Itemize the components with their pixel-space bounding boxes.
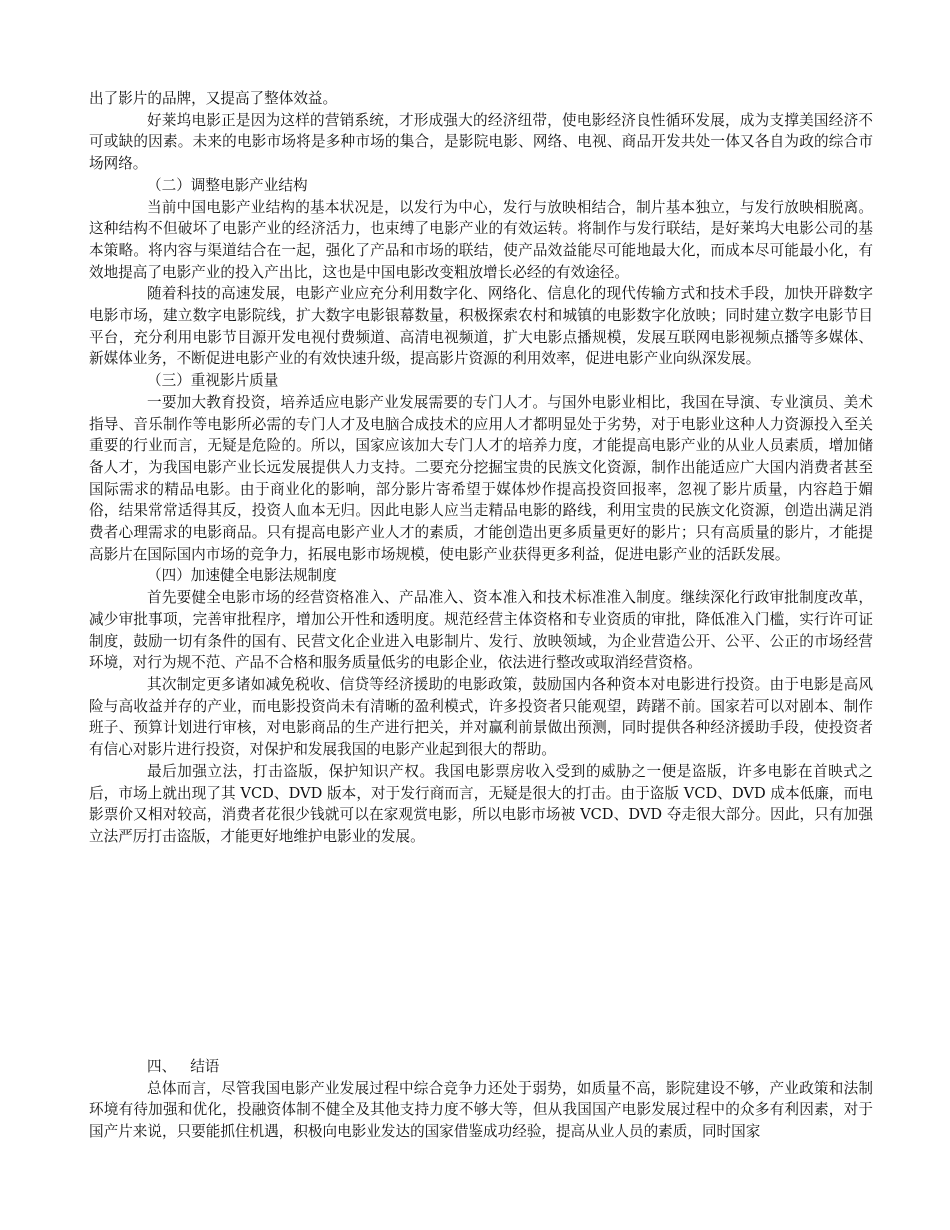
paragraph-hollywood-marketing: 好莱坞电影正是因为这样的营销系统，才形成强大的经济纽带，使电影经济良性循环发展，成为支撑美国经济不可或缺的因素。未来的电影市场将是多种市场的集合，是影院电影、网络、电视、商品开发共处一体又各自为政的综合市场网络。 — [89, 111, 873, 173]
paragraph-economic-support: 其次制定更多诸如减免税收、信贷等经济援助的电影政策，鼓励国内各种资本对电影进行投资。由于电影是高风险与高收益并存的产业，而电影投资尚未有清晰的盈利模式，许多投资者只能观望，踌躇不前。国家若可以对剧本、制作班子、预算计划进行审核，对电影商品的生产进行把关，并对赢利前景做出预测，同时提供各种经济援助手段，使投资者有信心对影片进行投资，对保护和发展我国的电影产业起到很大的帮助。 — [89, 675, 873, 759]
heading-adjust-industry-structure: （二）调整电影产业结构 — [147, 176, 308, 194]
section-title: 结语 — [190, 1058, 220, 1075]
paragraph-market-access: 首先要健全电影市场的经营资格准入、产品准入、资本准入和技术标准准入制度。继续深化行政审批制度改革，减少审批事项，完善审批程序，增加公开性和透明度。规范经营主体资格和专业资质的审批，降低准入门槛，实行许可证制度，鼓励一切有条件的国有、民营文化企业进入电影制片、发行、放映领域，为企业营造公开、公平、公正的市场经营环境，对行为规不范、产品不合格和服务质量低劣的电影企业，依法进行整改或取消经营资格。 — [89, 589, 873, 672]
paragraph-film-quality: 一要加大教育投资，培养适应电影产业发展需要的专门人才。与国外电影业相比，我国在导演、专业演员、美术指导、音乐制作等电影所必需的专门人才及电脑合成技术的应用人才都明显处于劣势，对于电影业这种人力资源投入至关重要的行业而言，无疑是危险的。所以，国家应该加大专门人才的培养力度，才能提高电影产业的从业人员素质，增加储备人才，为我国电影产业长远发展提供人力支持。二要充分挖掘宝贵的民族文化资源，制作出能适应广大国内消费者甚至国际需求的精品电影。由于商业化的影响，部分影片寄希望于媒体炒作提高投资回报率，忽视了影片质量，内容趋于媚俗，结果常常适得其反，投资人血本无归。因此电影人应当走精品电影的路线，利用宝贵的民族文化资源，创造出满足消费者心理需求的电影商品。只有提高电影产业人才的素质，才能创造出更多质量更好的影片；只有高质量的影片，才能提高影片在国际国内市场的竞争力，拓展电影市场规模，使电影产业获得更多利益，促进电影产业的活跃发展。 — [89, 393, 873, 563]
paragraph-anti-piracy: 最后加强立法，打击盗版，保护知识产权。我国电影票房收入受到的威胁之一便是盗版，许多电影在首映式之后，市场上就出现了其 VCD、DVD 版本，对于发行商而言，无疑是很大的打击。由于盗版 VCD、DVD 成本低廉，而电影票价又相对较高，消费者花很少钱就可以在家观赏电影，所以电影市场被 VCD、DVD 夺走很大部分。因此，只有加强立法严厉打击盗版，才能更好地维护电影业的发展。 — [89, 762, 873, 845]
section-conclusion — [89, 1056, 873, 1143]
heading-film-regulations: （四）加速健全电影法规制度 — [147, 567, 337, 585]
heading-film-quality: （三）重视影片质量 — [147, 372, 279, 390]
section-number: 四、 — [147, 1058, 177, 1075]
document-body — [89, 88, 873, 848]
paragraph-digital-development: 随着科技的高速发展，电影产业应充分利用数字化、网络化、信息化的现代传输方式和技术手段，加快开辟数字电影市场，建立数字电影院线，扩大数字电影银幕数量，积极探索农村和城镇的电影数字化放映；同时建立数字电影节目平台，充分利用电影节目源开发电视付费频道、高清电视频道，扩大电影点播规模，发展互联网电影视频点播等多媒体、新媒体业务，不断促进电影产业的有效快速升级，提高影片资源的利用效率，促进电影产业向纵深发展。 — [89, 285, 873, 368]
paragraph-conclusion: 总体而言，尽管我国电影产业发展过程中综合竞争力还处于弱势，如质量不高，影院建设不够，产业政策和法制环境有待加强和优化，投融资体制不健全及其他支持力度不够大等，但从我国国产电影发展过程中的众多有利因素，对于国产片来说，只要能抓住机遇，积极向电影业发达的国家借鉴成功经验，提高从业人员的素质，同时国家 — [89, 1079, 873, 1141]
section-heading — [89, 1056, 873, 1078]
paragraph-industry-structure: 当前中国电影产业结构的基本状况是，以发行为中心，发行与放映相结合，制片基本独立，与发行放映相脱离。这种结构不但破坏了电影产业的经济活力，也束缚了电影产业的有效运转。将制作与发行联结，是好莱坞大电影公司的基本策略。将内容与渠道结合在一起，强化了产品和市场的联结，使产品效益能尽可能地最大化，而成本尽可能最小化，有效地提高了电影产业的投入产出比，这也是中国电影改变粗放增长必经的有效途径。 — [89, 198, 873, 281]
paragraph-continuation: 出了影片的品牌，又提高了整体效益。 — [89, 90, 338, 107]
